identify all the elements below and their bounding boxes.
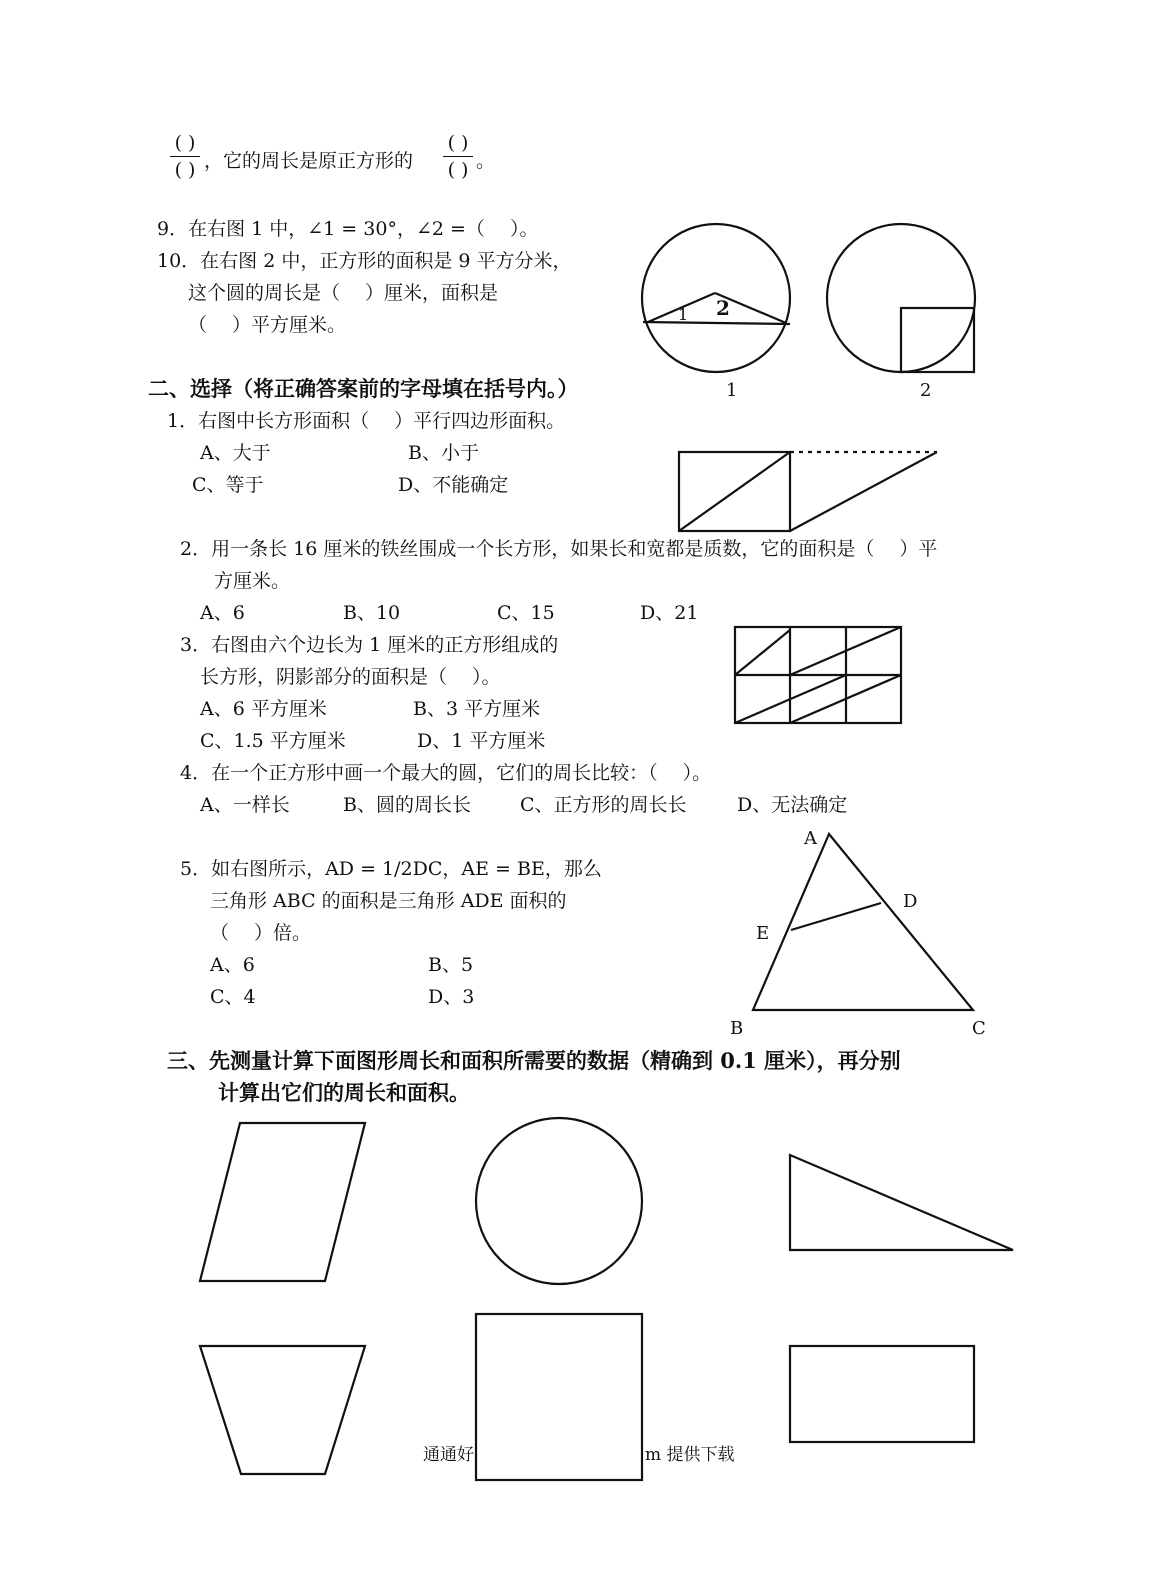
- triangle-label-a: A: [804, 828, 817, 849]
- footer-right: m 提供下载: [645, 1445, 735, 1465]
- fraction-2-denominator: ( ): [447, 159, 469, 181]
- measure-parallelogram: [200, 1123, 365, 1281]
- measure-rectangle: [790, 1346, 974, 1442]
- choice-q3-option-a: A、6 平方厘米: [200, 698, 327, 720]
- fraction-line-text: ，它的周长是原正方形的: [204, 150, 414, 172]
- choice-q2-option-c: C、15: [497, 602, 555, 624]
- choice-q1-option-c: C、等于: [192, 474, 264, 496]
- choice-q3-option-c: C、1.5 平方厘米: [200, 730, 346, 752]
- fraction-1-denominator: ( ): [174, 159, 196, 181]
- figure-2-circle-square: [827, 224, 975, 372]
- choice-q1-option-a: A、大于: [200, 442, 271, 464]
- measure-square: [476, 1314, 642, 1480]
- figure-1-angle-1-label: 1: [678, 305, 689, 324]
- choice-q3-option-d: D、1 平方厘米: [417, 730, 546, 752]
- q1-rectangle-parallelogram-figure: [679, 452, 937, 531]
- choice-q1: 1．右图中长方形面积（ ）平行四边形面积。: [167, 410, 566, 432]
- q5-triangle-figure: [753, 834, 973, 1010]
- measure-trapezoid: [200, 1346, 365, 1474]
- measure-right-triangle: [790, 1155, 1013, 1250]
- question-10-line-1: 10．在右图 2 中，正方形的面积是 9 平方分米，: [157, 250, 572, 272]
- choice-q2-line-1: 2．用一条长 16 厘米的铁丝围成一个长方形，如果长和宽都是质数，它的面积是（ ）平: [180, 538, 938, 560]
- choice-q4: 4．在一个正方形中画一个最大的圆，它们的周长比较：（ ）。: [180, 762, 712, 784]
- choice-q5-option-d: D、3: [428, 986, 475, 1008]
- figure-1-caption: 1: [726, 380, 738, 401]
- fraction-line-end: 。: [476, 150, 496, 172]
- choice-q1-option-d: D、不能确定: [398, 474, 509, 496]
- choice-q5-line-3: （ ）倍。: [210, 922, 312, 944]
- choice-q4-option-a: A、一样长: [200, 794, 290, 816]
- triangle-label-b: B: [730, 1018, 744, 1039]
- triangle-label-c: C: [972, 1018, 986, 1039]
- choice-q5-line-2: 三角形 ABC 的面积是三角形 ADE 面积的: [210, 890, 567, 912]
- choice-q1-option-b: B、小于: [408, 442, 479, 464]
- choice-q2-option-b: B、10: [343, 602, 401, 624]
- question-9: 9．在右图 1 中，∠1 = 30°，∠2 =（ ）。: [157, 218, 539, 240]
- choice-q3-line-1: 3．右图由六个边长为 1 厘米的正方形组成的: [180, 634, 559, 656]
- choice-q3-line-2: 长方形，阴影部分的面积是（ ）。: [200, 666, 501, 688]
- question-10-line-2: 这个圆的周长是（ ）厘米，面积是: [188, 282, 499, 304]
- choice-q5-line-1: 5．如右图所示，AD = 1/2DC，AE = BE，那么: [180, 858, 602, 880]
- choice-q5-option-b: B、5: [428, 954, 474, 976]
- triangle-label-e: E: [756, 923, 770, 944]
- choice-q2-option-d: D、21: [640, 602, 699, 624]
- footer-left: 通通好: [423, 1445, 474, 1465]
- fraction-2-numerator: ( ): [443, 134, 473, 157]
- section-2-title: 二、选择（将正确答案前的字母填在括号内。）: [148, 376, 579, 401]
- fraction-1-numerator: ( ): [170, 134, 200, 157]
- figure-2-caption: 2: [920, 380, 932, 401]
- choice-q5-option-a: A、6: [210, 954, 255, 976]
- choice-q3-option-b: B、3 平方厘米: [413, 698, 541, 720]
- q3-grid-figure: [735, 627, 901, 723]
- choice-q5-option-c: C、4: [210, 986, 256, 1008]
- section-3-title-line-1: 三、先测量计算下面图形周长和面积所需要的数据（精确到 0.1 厘米），再分别: [167, 1048, 901, 1073]
- choice-q4-option-b: B、圆的周长长: [343, 794, 471, 816]
- triangle-label-d: D: [903, 891, 918, 912]
- section-3-title-line-2: 计算出它们的周长和面积。: [218, 1080, 470, 1105]
- question-10-line-3: （ ）平方厘米。: [188, 314, 347, 336]
- figure-1-angle-2-label: 2: [716, 296, 730, 320]
- choice-q4-option-d: D、无法确定: [737, 794, 848, 816]
- measure-circle: [476, 1118, 642, 1284]
- choice-q4-option-c: C、正方形的周长长: [520, 794, 687, 816]
- choice-q2-option-a: A、6: [200, 602, 245, 624]
- choice-q2-line-2: 方厘米。: [214, 570, 291, 592]
